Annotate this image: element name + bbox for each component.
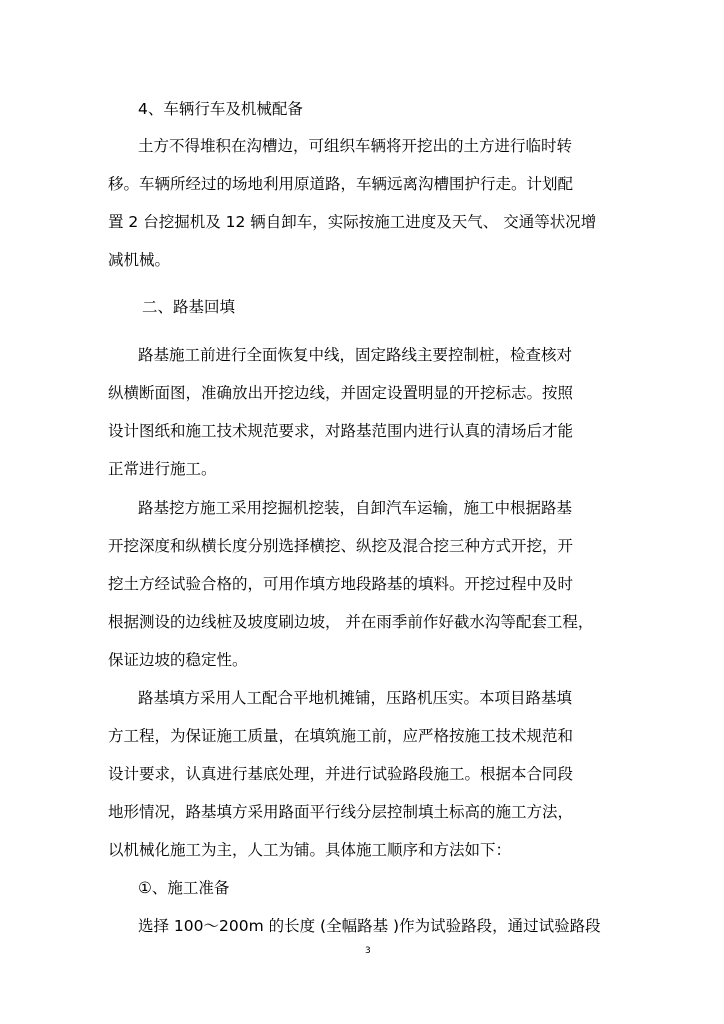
text-line: 开挖深度和纵横长度分别选择横挖、纵挖及混合挖三种方式开挖，开: [108, 537, 574, 555]
text-line: 置 2 台挖掘机及 12 辆自卸车，实际按施工进度及天气、 交通等状况增: [108, 213, 597, 231]
text-line: 设计要求，认真进行基底处理，并进行试验路段施工。根据本合同段: [108, 765, 574, 783]
text-line: 移。车辆所经过的场地利用原道路，车辆远离沟槽围护行走。计划配: [108, 175, 574, 193]
page-number: 3: [365, 946, 371, 956]
text-line: 纵横断面图，准确放出开挖边线，并固定设置明显的开挖标志。按照: [108, 384, 574, 402]
text-line: 土方不得堆积在沟槽边，可组织车辆将开挖出的土方进行临时转: [138, 137, 573, 155]
section-heading: 二、路基回填: [142, 298, 236, 316]
text-line: 方工程，为保证施工质量，在填筑施工前，应严格按施工技术规范和: [108, 727, 574, 745]
text-line: 正常进行施工。: [108, 460, 217, 478]
text-line: 选择 100～200m 的长度 (全幅路基 )作为试验路段，通过试验路段: [138, 917, 601, 935]
subsection-heading: 4、车辆行车及机械配备: [138, 100, 303, 118]
text-line: 设计图纸和施工技术规范要求，对路基范围内进行认真的清场后才能: [108, 422, 574, 440]
text-line: 地形情况，路基填方采用路面平行线分层控制填土标高的施工方法，: [108, 803, 574, 821]
text-line: 路基施工前进行全面恢复中线，固定路线主要控制桩，检查核对: [138, 346, 573, 364]
numbered-subheading: ①、施工准备: [138, 879, 230, 897]
text-line: 减机械。: [108, 251, 171, 269]
text-line: 路基挖方施工采用挖掘机挖装，自卸汽车运输，施工中根据路基: [138, 499, 573, 517]
text-line: 根据测设的边线桩及坡度刷边坡， 并在雨季前作好截水沟等配套工程，: [108, 613, 594, 631]
text-line: 挖土方经试验合格的，可用作填方地段路基的填料。开挖过程中及时: [108, 575, 574, 593]
text-line: 保证边坡的稳定性。: [108, 651, 248, 669]
text-line: 路基填方采用人工配合平地机摊铺，压路机压实。本项目路基填: [138, 689, 573, 707]
text-line: 以机械化施工为主，人工为铺。具体施工顺序和方法如下：: [108, 841, 512, 859]
